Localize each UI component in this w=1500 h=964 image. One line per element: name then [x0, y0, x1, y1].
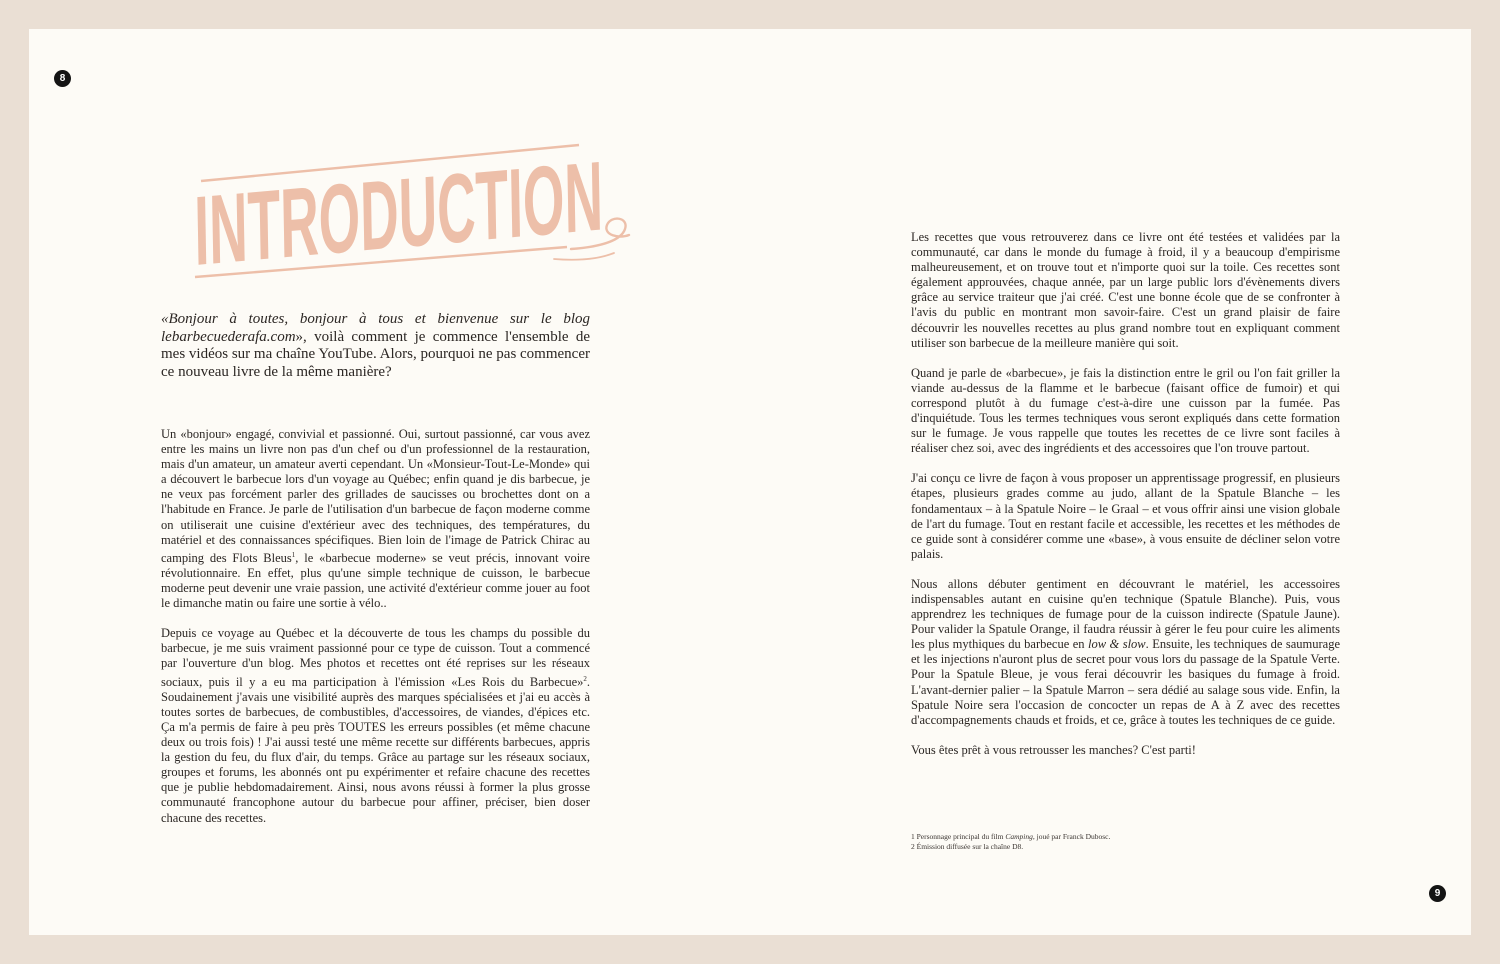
- footnote-ref-1: 1: [291, 550, 296, 559]
- right-p4-text: Nous allons débuter gentiment en découvrant le matériel, les accessoires indispensables autant en cuisine qu'en technique (Spatule Blanche). Puis, vous apprendrez les techniques de fumage pour de la cuisson indirecte (Spatule Jaune). Pour valider la Spatule Orange, il faudra réussir à gérer le feu pour cuire les aliments les plus mythiques du barbecue en: [911, 576, 1340, 652]
- footnote-2: 2 Émission diffusée sur la chaîne D8.: [911, 842, 1024, 851]
- book-spread: [29, 29, 1471, 935]
- left-paragraph-2: [161, 626, 590, 825]
- title-swash-tail: [554, 253, 614, 260]
- right-paragraph-1: Les recettes que vous retrouverez dans ce livre ont été testées et validées par la communauté, car dans le monde du fumage à froid, il y a beaucoup d'empirisme malheureusement, et on trouve tout et n'importe quoi sur la toile. Ces recettes sont également approuvées, chaque année, par un large public lors d'évènements divers grâce au service traiteur que j'ai créé. C'est une bonne école que de se confronter à l'avis du public en montrant mon savoir-faire. C'est un grand plaisir de faire découvrir les nouvelles recettes au plus grand nombre tout en expliquant comment utiliser son barbecue de la meilleure manière qui soit.: [911, 230, 1340, 350]
- right-paragraph-4: [911, 577, 1340, 728]
- right-p4-text-cont: . Ensuite, les techniques de saumurage et les injections n'auront plus de secret pour vous lors du passage de la Spatule Verte. Pour la Spatule Bleue, je vous ferai découvrir les basiques du fumage à froid. L'avant-dernier palier – la Spatule Marron – sera dédié au salage sous vide. Enfin, la Spatule Noire sera l'occasion de concocter un repas de A à Z avec des recettes d'accompagnements chauds et froids, et ce, grâce à toutes les techniques de ce guide.: [911, 637, 1340, 727]
- right-paragraph-3: J'ai conçu ce livre de façon à vous proposer un apprentissage progressif, en plusieurs étapes, plusieurs grades comme au judo, allant de la Spatule Blanche – les fondamentaux – à la Spatule Noire – le Graal – et vous offrir ainsi une vision globale de l'art du fumage. Tout en restant facile et accessible, les recettes et les méthodes de ce guide sont à considérer comme une «base», à vous ensuite de décliner selon votre palais.: [911, 471, 1340, 561]
- introduction-title: [159, 110, 944, 291]
- title-text: INTRODUCTION: [193, 110, 944, 287]
- lead-italic: «Bonjour à toutes, bonjour à tous et bienvenue sur le blog lebarbecuederafa.com: [161, 311, 590, 345]
- page-number-left: 8: [54, 70, 71, 87]
- page-number-right: 9: [1429, 885, 1446, 902]
- left-p2-text: Depuis ce voyage au Québec et la découverte de tous les champs du possible du barbecue, je me suis vraiment passionné pour ce type de cuisson. Tout a commencé par l'ouverture d'un blog. Mes photos et recettes ont été reprises sur les réseaux sociaux, puis il y a eu ma participation à l'émission «Les Rois du Barbecue»: [161, 626, 590, 689]
- left-p2-text-cont: . Soudainement j'avais une visibilité auprès des marques spécialisées et j'ai eu accès à toutes sortes de barbecues, de combustibles, d'accessoires, de viandes, d'épices etc. Ça m'a permis de faire à peu près TOUTES les erreurs possibles (et même chacune deux ou trois fois) ! J'ai aussi testé une même recette sur différents barbecues, appris la gestion du feu, du flux d'air, du temps. Grâce au partage sur les réseaux sociaux, groupes et forums, les abonnés ont pu expérimenter et refaire chacune des recettes que je publie hebdomadairement. Ainsi, nous avons réussi à former la plus grosse communauté francophone autour du barbecue pour affiner, préciser, bien doser chacune des recettes.: [161, 674, 590, 825]
- right-paragraph-2: Quand je parle de «barbecue», je fais la distinction entre le gril ou l'on fait griller la viande au-dessus de la flamme et le barbecue (faisant office de fumoir) et qui correspond plutôt à du fumage c'est-à-dire une cuisson par la fumée. Pas d'inquiétude. Tous les termes techniques vous seront expliqués dans cette formation sur le fumage. Je vous rappelle que toutes les recettes de ce livre sont faciles à réaliser chez soi, avec des ingrédients et des accessoires que l'on trouve partout.: [911, 365, 1340, 456]
- right-p4-italic: low & slow: [1088, 637, 1146, 652]
- footnotes: [911, 832, 1340, 852]
- right-column: [911, 230, 1340, 773]
- left-p1-text-cont: , le «barbecue moderne» se veut précis, innovant voire révolutionnaire. En effet, plus qu'une simple technique de cuisson, le barbecue moderne peut devenir une vraie passion, une activité d'extérieur comme jouer au foot le dimanche matin ou faire une sortie à vélo..: [161, 550, 590, 611]
- footnote-1: [911, 832, 1340, 842]
- footnote-1-italic: Camping: [1005, 832, 1033, 841]
- right-paragraph-5: Vous êtes prêt à vous retrousser les manches? C'est parti!: [911, 742, 1196, 757]
- left-paragraph-1: [161, 427, 590, 611]
- footnote-1-text: 1 Personnage principal du film: [911, 832, 1006, 841]
- lead-rest: », voilà comment je commence l'ensemble de mes vidéos sur ma chaîne YouTube. Alors, pourquoi ne pas commencer ce nouveau livre de la même manière?: [161, 328, 590, 380]
- footnote-1-text-cont: , joué par Franck Dubosc.: [1032, 832, 1111, 841]
- left-p1-text: Un «bonjour» engagé, convivial et passionné. Oui, surtout passionné, car vous avez entre les mains un livre non pas d'un chef ou d'un professionnel de la restauration, mais d'un amateur, un amateur averti cependant. Un «Monsieur-Tout-Le-Monde» qui a découvert le barbecue lors d'un voyage au Québec; enfin quand je dis barbecue, je ne veux pas forcément parler des grillades de saucisses ou brochettes dont on a l'habitude en France. Je parle de l'utilisation d'un barbecue de façon moderne comme on utiliserait une cuisine d'extérieur avec des techniques, des températures, du matériel et des connaissances spécifiques. Bien loin de l'image de Patrick Chirac au camping des Flots Bleus: [161, 427, 590, 565]
- intro-lead: [161, 311, 590, 381]
- left-column: [161, 427, 590, 841]
- footnote-ref-2: 2: [583, 674, 587, 683]
